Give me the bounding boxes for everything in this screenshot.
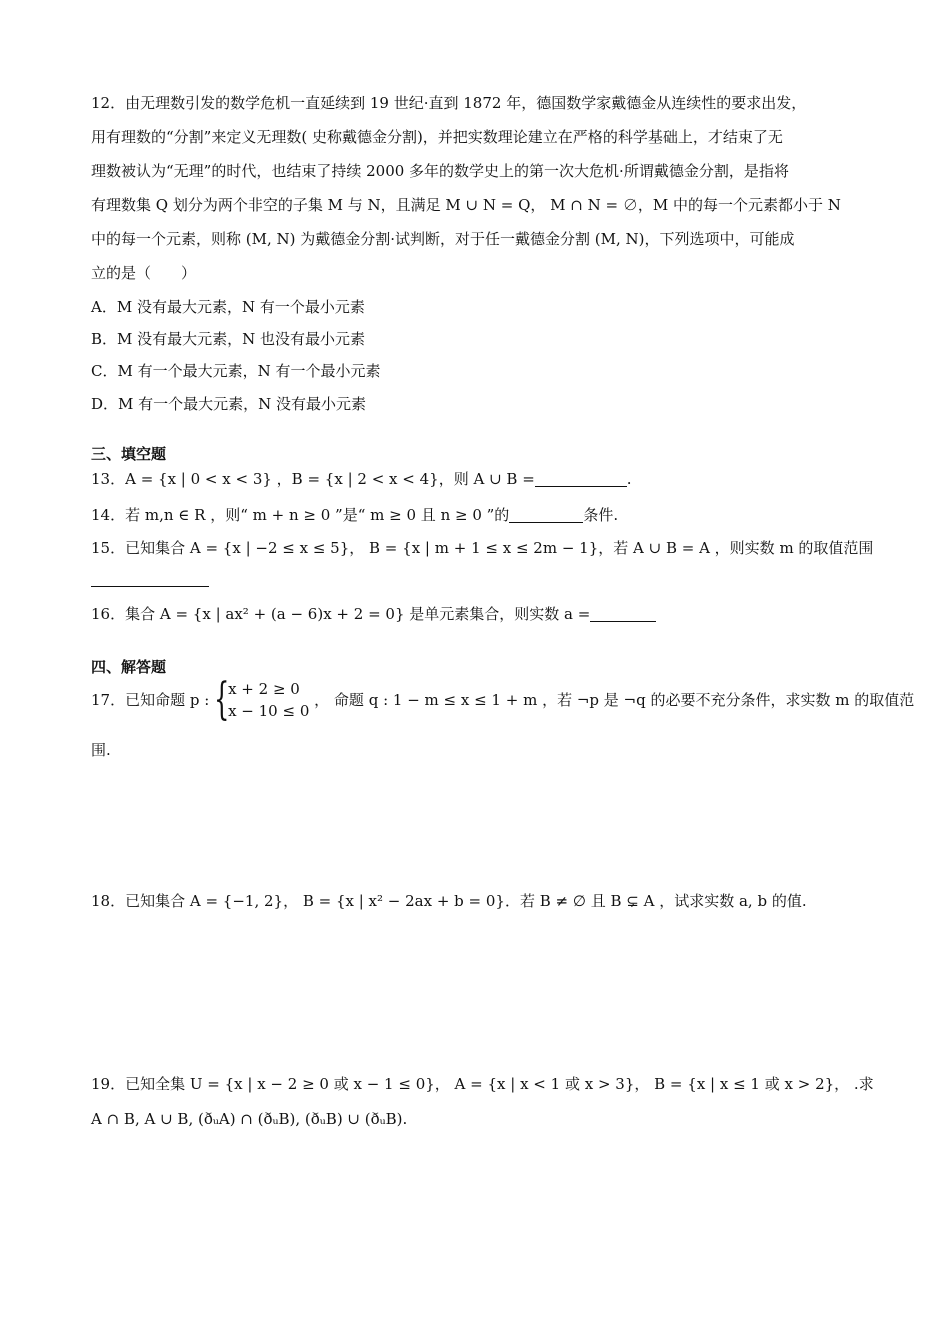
left-brace-icon: { [214,674,230,725]
q12-line-2: 用有理数的“分割”来定义无理数( 史称戴德金分割)，并把实数理论建立在严格的科学基础上，才结束了无 [91,128,783,146]
q17-prefix: 17．已知命题 p : [91,691,210,709]
q13-text: 13．A = {x | 0 < x < 3} ，B = {x | 2 < x < 4}，则 A ∪ B = [91,470,535,488]
question-14 [91,504,618,526]
q12-option-d: D．M 有一个最大元素，N 没有最小元素 [91,395,367,413]
section-3-title: 三、填空题 [91,445,167,463]
q14-answer-blank [509,507,583,523]
q17-system [214,674,310,725]
q12-option-a: A．M 没有最大元素，N 有一个最小元素 [91,298,365,316]
q16-text: 16．集合 A = {x | ax² + (a − 6)x + 2 = 0} 是单元素集合，则实数 a = [91,605,591,623]
q13-answer-blank [535,471,627,487]
q12-line-4: 有理数集 Q 划分为两个非空的子集 M 与 N，且满足 M ∪ N = Q， M ∩ N = ∅，M 中的每一个元素都小于 N [91,196,841,214]
question-15 [91,537,873,559]
q16-answer-blank [590,606,656,622]
question-19-line-1: 19．已知全集 U = {x | x − 2 ≥ 0 或 x − 1 ≤ 0}， A = {x | x < 1 或 x > 3}， B = {x | x ≤ 1 或 x > 2}， .求 [91,1075,874,1093]
q12-line-3: 理数被认为“无理”的时代，也结束了持续 2000 多年的数学史上的第一次大危机·所谓戴德金分割，是指将 [91,162,789,180]
q14-end: 条件. [583,506,619,524]
q15-answer-blank [91,586,209,587]
q17-condition-2: x − 10 ≤ 0 [228,702,310,720]
q12-option-c: C．M 有一个最大元素，N 有一个最小元素 [91,362,381,380]
question-19-line-2: A ∩ B, A ∪ B, (ðᵤA) ∩ (ðᵤB), (ðᵤB) ∪ (ðᵤB). [91,1110,408,1128]
q12-option-b: B．M 没有最大元素，N 也没有最小元素 [91,330,366,348]
q12-line-5: 中的每一个元素，则称 (M, N) 为戴德金分割·试判断，对于任一戴德金分割 (M, N)，下列选项中，可能成 [91,230,795,248]
q12-line-1: 12．由无理数引发的数学危机一直延续到 19 世纪·直到 1872 年，德国数学家戴德金从连续性的要求出发， [91,94,807,112]
question-18: 18．已知集合 A = {−1, 2}， B = {x | x² − 2ax + b = 0}．若 B ≠ ∅ 且 B ⊊ A ，试求实数 a, b 的值. [91,892,807,910]
q12-line-6: 立的是（ ） [91,264,197,282]
q17-suffix: ， 命题 q : 1 − m ≤ x ≤ 1 + m ，若 ¬p 是 ¬q 的必要不充分条件，求实数 m 的取值范 [314,691,915,709]
q14-text: 14．若 m,n ∈ R ，则“ m + n ≥ 0 ”是“ m ≥ 0 且 n ≥ 0 ”的 [91,506,510,524]
q17-line-2: 围. [91,741,111,759]
q17-condition-1: x + 2 ≥ 0 [228,680,300,698]
section-4-title: 四、解答题 [91,658,167,676]
question-16 [91,603,656,625]
question-17 [91,674,915,725]
question-13 [91,468,632,490]
q15-text: 15．已知集合 A = {x | −2 ≤ x ≤ 5}， B = {x | m + 1 ≤ x ≤ 2m − 1}，若 A ∪ B = A ，则实数 m 的取值范围 [91,539,874,557]
q13-end: . [626,470,632,488]
